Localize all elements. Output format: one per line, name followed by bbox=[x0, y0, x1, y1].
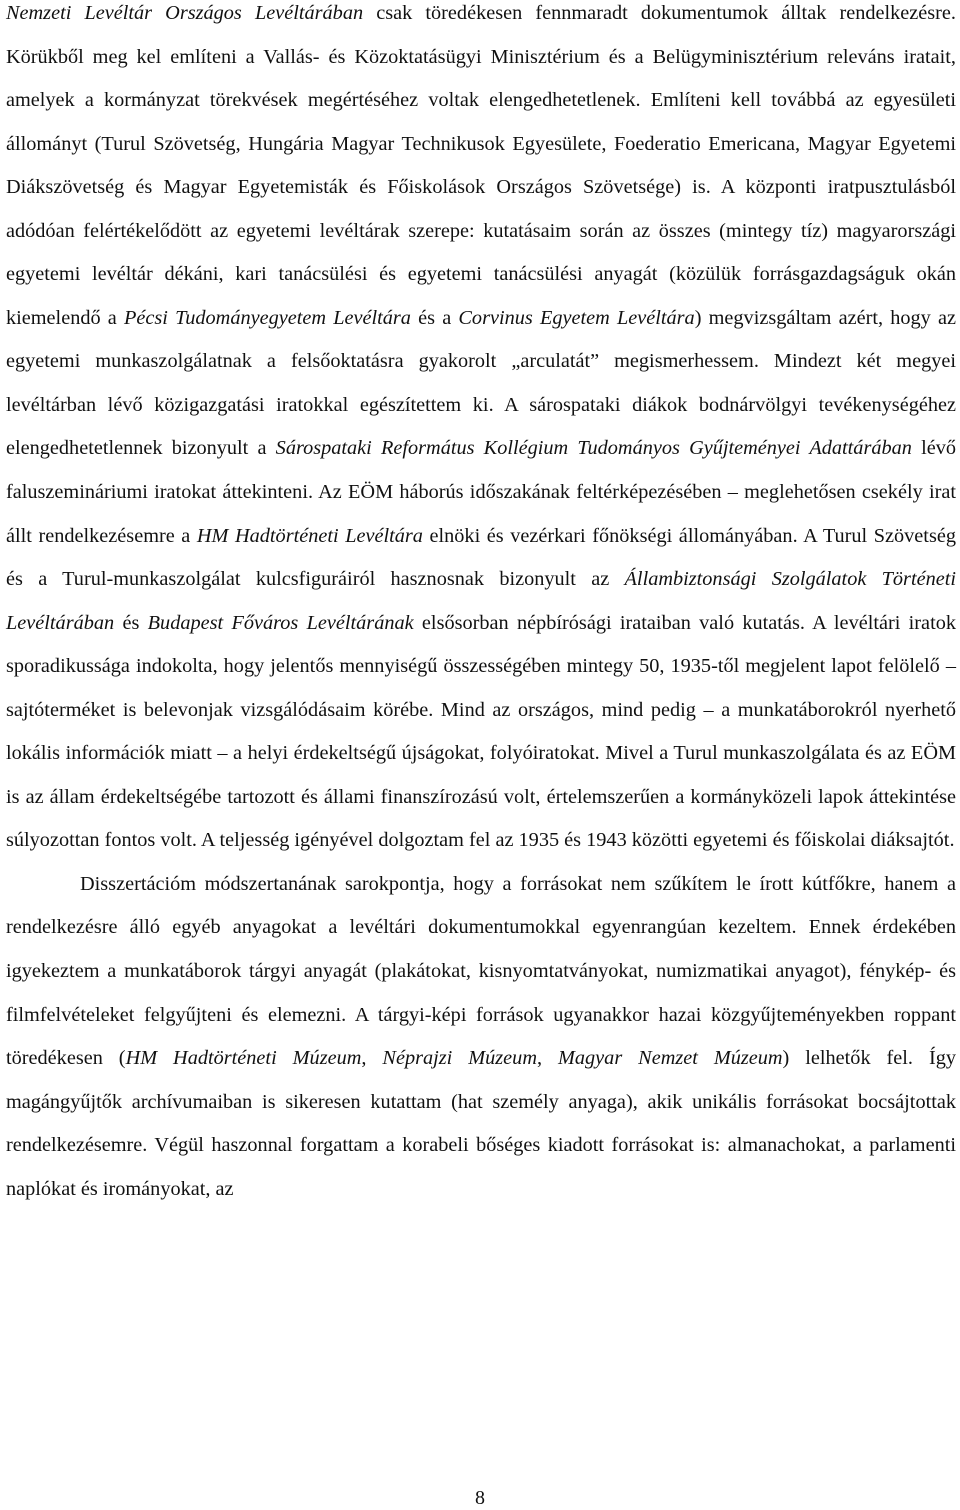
text-segment: , bbox=[536, 1047, 558, 1070]
text-segment: ) megvizsgáltam azért, hogy az egyetemi munkaszolgálatnak a felsőoktatásra gyakorolt „arculatát” megismerhessem. Mindezt két megyei levéltárban lévő közigazgatási iratokkal egészítettem ki. A sárospataki diákok bodnárvölgyi tevékenységéhez elengedhetetlennek bizonyult a bbox=[6, 306, 957, 460]
paragraph bbox=[6, 863, 956, 1211]
italic-reference: Nemzeti Levéltár Országos Levéltárában bbox=[6, 2, 364, 24]
text-segment: ) lelhetők fel. Így magángyűjtők archívumaiban is sikeresen kutattam (hat személy anyaga), akik unikális forrásokat bocsájtottak rendelkezésemre. Végül haszonnal forgattam a korabeli bőséges kiadott forrásokat is: almanachokat, a parlamenti naplókat és irományokat, az bbox=[6, 1047, 956, 1200]
italic-reference: Budapest Főváros Levéltárának bbox=[147, 611, 414, 634]
text-segment: Disszertációm módszertanának sarokpontja, hogy a forrásokat nem szűkítem le írott kútfőkre, hanem a rendelkezésre álló egyéb anyagokat a levéltári dokumentumokkal egyenrangúan kezeltem. Ennek érdekében igyekeztem a munkatáborok tárgyi anyagát (plakátokat, kisnyomtatványokat, numizmatikai anyagot), fénykép- és filmfelvételeket felgyűjteni és elemezni. A tárgyi-képi források ugyanakkor hazai közgyűjteményekben roppant töredékesen ( bbox=[6, 872, 956, 1070]
italic-reference: HM Hadtörténeti Múzeum bbox=[125, 1047, 362, 1070]
body-text bbox=[6, 0, 956, 1211]
paragraph bbox=[6, 0, 956, 863]
italic-reference: Néprajzi Múzeum bbox=[382, 1047, 537, 1070]
italic-reference: HM Hadtörténeti Levéltára bbox=[196, 524, 423, 547]
text-segment: és bbox=[114, 611, 148, 634]
italic-reference: Magyar Nemzet Múzeum bbox=[558, 1047, 783, 1070]
text-segment: elnöki és vezérkari főnökségi állományában. A Turul Szövetség és a Turul-munkaszolgálat kulcsfiguráiról hasznosnak bizonyult az bbox=[6, 524, 956, 591]
text-segment: , bbox=[361, 1047, 383, 1070]
italic-reference: Pécsi Tudományegyetem Levéltára bbox=[123, 306, 411, 329]
text-segment: és a bbox=[410, 306, 459, 329]
text-segment: elsősorban népbírósági irataiban való kutatás. A levéltári iratok sporadikussága indokolta, hogy jelentős mennyiségű összességében mintegy 50, 1935-től megjelent lapot felölelő – sajtóterméket is belevonjak vizsgálódásaim körébe. Mind az országos, mind pedig – a munkatáborokról nyerhető lokális információk miatt – a helyi érdekeltségű újságokat, folyóiratokat. Mivel a Turul munkaszolgálata és az EÖM is az állam érdekeltségébe tartozott és állami finanszírozású volt, értelemszerűen a kormányközeli lapok áttekintése súlyozottan fontos volt. A teljesség igényével dolgoztam fel az 1935 és 1943 közötti egyetemi és főiskolai diáksajtót. bbox=[6, 611, 956, 852]
text-segment: lévő faluszemináriumi iratokat áttekinteni. Az EÖM háborús időszakának feltérképezésében – meglehetősen csekély irat állt rendelkezésemre a bbox=[6, 437, 956, 547]
document-page bbox=[6, 0, 956, 1211]
italic-reference: Állambiztonsági Szolgálatok Történeti Levéltárában bbox=[6, 568, 956, 634]
italic-reference: Corvinus Egyetem Levéltára bbox=[458, 306, 695, 329]
page-number: 8 bbox=[475, 1487, 485, 1509]
italic-reference: Sárospataki Református Kollégium Tudományos Gyűjteményei Adattárában bbox=[275, 437, 912, 460]
text-segment: csak töredékesen fennmaradt dokumentumok álltak rendelkezésre. Körükből meg kel említeni a Vallás- és Közoktatásügyi Minisztérium és a Belügyminisztérium releváns iratait, amelyek a kormányzat törekvések megértéséhez voltak elengedhetetlenek. Említeni kell továbbá az egyesületi állományt (Turul Szövetség, Hungária Magyar Technikusok Egyesülete, Foederatio Emericana, Magyar Egyetemi Diákszövetség és Magyar Egyetemisták és Főiskolások Országos Szövetsége) is. A központi iratpusztulásból adódóan felértékelődött az egyetemi levéltárak szerepe: kutatásaim során az összes (mintegy tíz) magyarországi egyetemi levéltár dékáni, kari tanácsülési és egyetemi tanácsülési anyagát (közülük forrásgazdagságuk okán kiemelendő a bbox=[6, 2, 956, 329]
